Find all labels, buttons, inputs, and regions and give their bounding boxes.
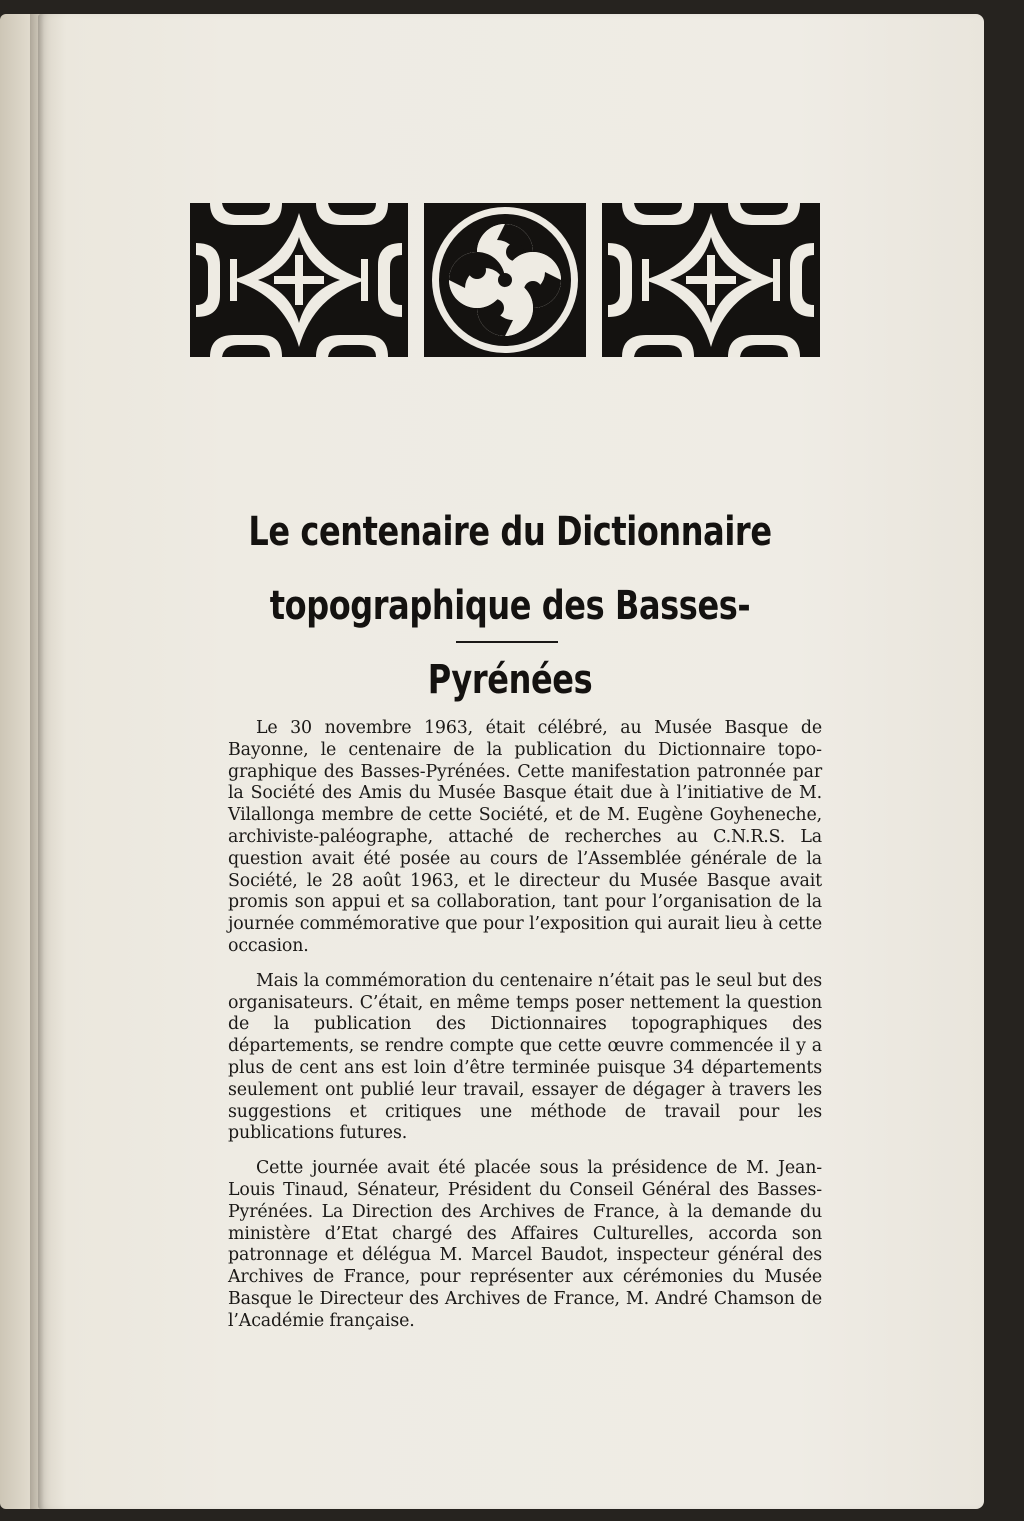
title-line-1: Le centenaire du Dictionnaire <box>248 509 772 555</box>
body-paragraph-1: Le 30 novembre 1963, était célébré, au Musée Basque de Bayonne, le centenaire de la publication du Dictionnaire topographique des Basses-Pyrénées. Cette manifestation patronnée par la Société des Amis du Musée Basque était due à l’initiative de M. Vilallonga membre de cette Société, et de M. Eugène Goyheneche, archiviste-paléographe, attaché de recherches au C.N.R.S. La question avait été posée au cours de l’Assemblée générale de la Société, le 28 août 1963, et le directeur du Musée Basque avait promis son appui et sa collaboration, tant pour l’organisation de la journée commémorative que pour l’exposition qui aurait lieu à cette occasion. <box>228 718 822 956</box>
body-paragraph-3: Cette journée avait été placée sous la présidence de M. Jean-Louis Tinaud, Sénateur, Président du Conseil Général des Basses-Pyrénées. La Direction des Archives de France, à la demande du ministère d’Etat chargé des Affaires Culturelles, accorda son patronnage et délégua M. Marcel Baudot, inspecteur général des Archives de France, pour représenter aux cérémonies du Musée Basque le Directeur des Archives de France, M. André Chamson de l’Académie française. <box>228 1158 822 1331</box>
binding-fold-shadow <box>30 14 44 1509</box>
article-body <box>228 718 822 1346</box>
article-title <box>246 495 774 717</box>
title-line-2: topographique des Basses-Pyrénées <box>269 583 751 703</box>
body-paragraph-2: Mais la commémoration du centenaire n’était pas le seul but des organisateurs. C’était, en même temps poser nettement la question de la publication des Dictionnaires topographiques des départements, se rendre compte que cette œuvre commencée il y a plus de cent ans est loin d’être terminée puisque 34 départements seulement ont publié leur travail, essayer de dégager à travers les suggestions et critiques une méthode de travail pour les publications futures. <box>228 970 822 1144</box>
title-divider <box>456 641 558 643</box>
basque-lauburu-ornament-icon <box>190 203 820 357</box>
